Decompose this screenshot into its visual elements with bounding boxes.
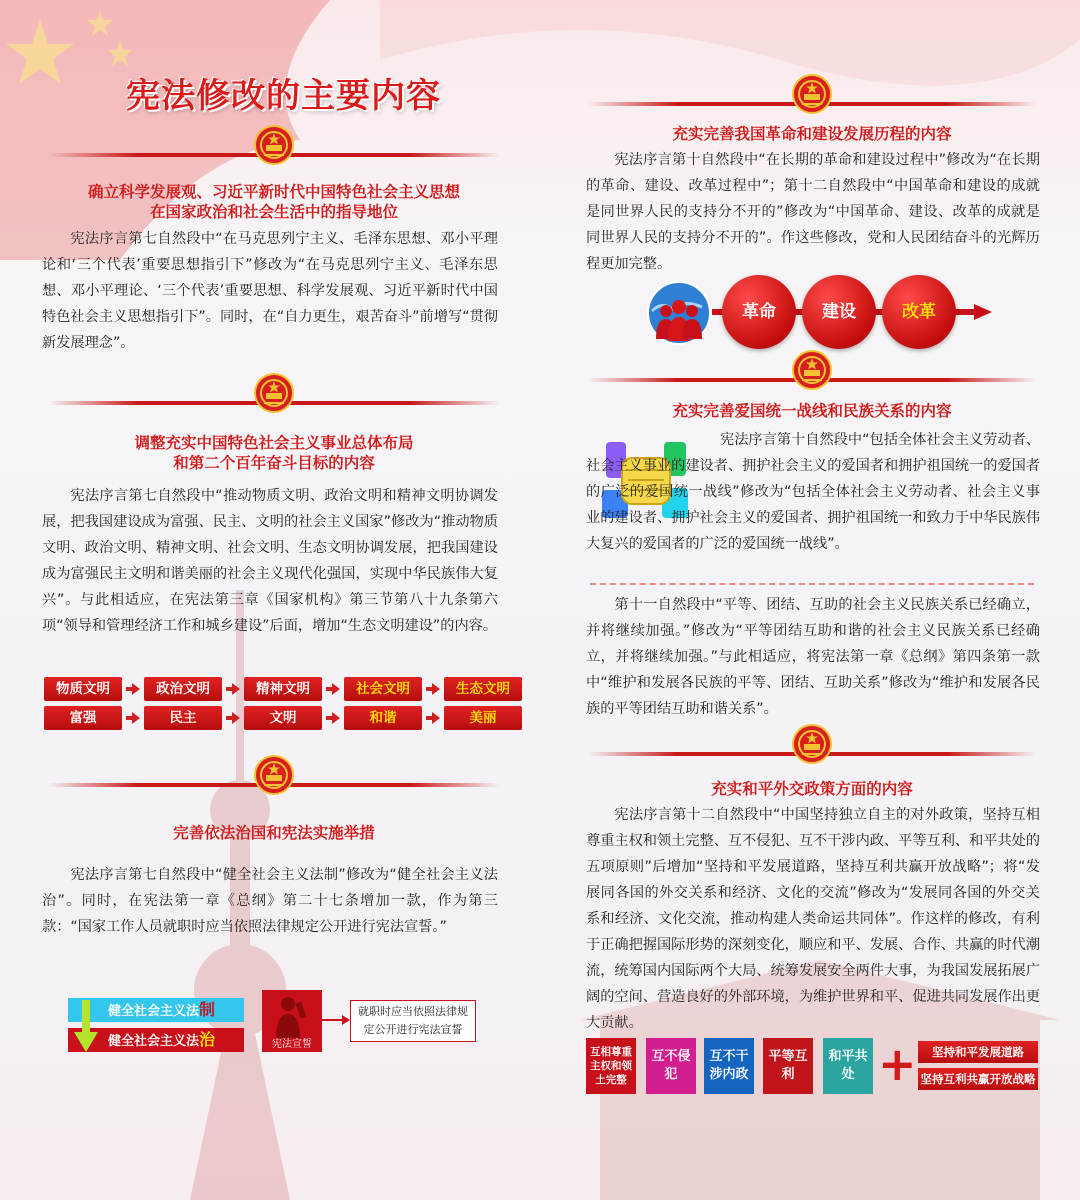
national-emblem-icon <box>792 74 832 114</box>
principle-box: 互不干涉内政 <box>704 1038 754 1094</box>
section-body: 宪法序言第十二自然段中“中国坚持独立自主的对外政策，坚持互相尊重主权和领土完整、互不侵犯、互不干涉内政、平等互利、和平共处的五项原则”后增加“坚持和平发展道路，坚持互利共赢开放战略”；将“发展同各国的外交关系和经济、文化的交流”修改为“发展同各国的外交关系和经济、文化交流，推动构建人类命运共同体”。作这样的修改，有利于正确把握国际形势的深刻变化，顺应和平、发展、合作、共赢的时代潮流，统筹国内国际两个大局、统筹发展安全两件大事，为我国发展拓展广阔的空间、营造良好的外部环境，为维护世界和平、促进共同发展作出更大贡献。 <box>586 807 1041 1031</box>
stage-circle: 建设 <box>802 275 876 349</box>
section-title: 调整充实中国特色社会主义事业总体布局 和第二个百年奋斗目标的内容 <box>134 434 414 472</box>
national-emblem-icon <box>792 350 832 390</box>
right-arrow-icon <box>226 706 240 730</box>
page-title: 宪法修改的主要内容 <box>126 76 441 116</box>
section-body: 宪法序言第十自然段中“包括全体社会主义劳动者、社会主义事业的建设者、拥护社会主义的爱国者和拥护祖国统一的爱国者的广泛的爱国统一战线”修改为“包括全体社会主义劳动者、社会主义事业的建设者、拥护社会主义的爱国者、拥护祖国统一和致力于中华民族伟大复兴的爱国者的广泛的爱国统一战线”。 <box>586 432 1041 552</box>
principle-box: 平等互利 <box>763 1038 813 1094</box>
section-divider <box>588 724 1036 784</box>
section-divider <box>48 125 500 185</box>
right-arrow-icon <box>326 706 340 730</box>
stage-circle: 革命 <box>722 275 796 349</box>
section-title: 充实完善我国革命和建设发展历程的内容 <box>672 125 952 143</box>
principle-box: 互相尊重主权和领土完整 <box>586 1038 636 1094</box>
flow-box: 政治文明 <box>144 677 222 701</box>
principle-box: 互不侵犯 <box>646 1038 696 1094</box>
national-emblem-icon <box>254 373 294 413</box>
national-emblem-icon <box>254 125 294 165</box>
flow-box: 美丽 <box>444 706 522 730</box>
right-arrow-icon <box>126 677 140 701</box>
addition-bar: 坚持和平发展道路 <box>918 1041 1038 1063</box>
right-arrow-icon <box>226 677 240 701</box>
section-body: 宪法序言第七自然段中“推动物质文明、政治文明和精神文明协调发展，把我国建设成为富强、民主、文明的社会主义国家”修改为“推动物质文明、政治文明、精神文明、社会文明、生态文明协调发展，把我国建设成为富强民主文明和谐美丽的社会主义现代化强国，实现中华民族伟大复兴”。与此相适应，在宪法第三章《国家机构》第三节第八十九条第六项“领导和管理经济工作和城乡建设”后面，增加“生态文明建设”的内容。 <box>42 488 498 634</box>
section-title: 充实和平外交政策方面的内容 <box>711 780 913 798</box>
plus-sign: + <box>878 1037 917 1091</box>
oath-note: 就职时应当依照法律规定公开进行宪法宣誓 <box>350 1000 476 1042</box>
section-title: 确立科学发展观、习近平新时代中国特色社会主义思想 在国家政治和社会生活中的指导地位 <box>87 183 460 221</box>
flow-box: 精神文明 <box>244 677 322 701</box>
right-arrow-icon <box>126 706 140 730</box>
oath-figure-icon <box>262 990 322 1040</box>
dashed-divider <box>590 583 1034 585</box>
section-body: 宪法序言第十自然段中“在长期的革命和建设过程中”修改为“在长期的革命、建设、改革过程中”；第十二自然段中“中国革命和建设的成就是同世界人民的支持分不开的”修改为“中国革命、建设、改革的成就是同世界人民的支持分不开的”。作这些修改，党和人民团结奋斗的光辉历程更加完整。 <box>586 152 1040 272</box>
flow-box: 生态文明 <box>444 677 522 701</box>
right-arrow-icon <box>326 677 340 701</box>
stage-circle: 改革 <box>882 275 956 349</box>
section-title: 完善依法治国和宪法实施举措 <box>173 824 375 842</box>
section-body: 宪法序言第七自然段中“在马克思列宁主义、毛泽东思想、邓小平理论和‘三个代表’重要思想指引下”修改为“在马克思列宁主义、毛泽东思想、邓小平理论、‘三个代表’重要思想、科学发展观、习近平新时代中国特色社会主义思想指引下”。同时，在“自力更生，艰苦奋斗”前增写“贯彻新发展理念”。 <box>42 231 498 351</box>
flow-box: 民主 <box>144 706 222 730</box>
national-emblem-icon <box>254 755 294 795</box>
connector-arrow <box>322 1012 350 1028</box>
flow-box: 社会文明 <box>344 677 422 701</box>
addition-bar: 坚持互利共赢开放战略 <box>918 1068 1038 1090</box>
principle-box: 和平共处 <box>823 1038 873 1094</box>
oath-label: 宪法宣誓 <box>262 1038 322 1052</box>
flow-box: 文明 <box>244 706 322 730</box>
section-body: 宪法序言第七自然段中“健全社会主义法制”修改为“健全社会主义法治”。同时，在宪法第一章《总纲》第二十七条增加一款，作为第三款：“国家工作人员就职时应当依照法律规定公开进行宪法宣誓。” <box>42 867 498 935</box>
people-globe-icon <box>642 281 716 345</box>
right-arrow-icon <box>426 677 440 701</box>
section-divider <box>48 755 500 815</box>
national-emblem-icon <box>792 724 832 764</box>
flow-row-top <box>44 677 522 701</box>
law-bar-top: 健全社会主义法制 <box>68 998 244 1022</box>
right-arrow-icon <box>426 706 440 730</box>
section-title: 充实完善爱国统一战线和民族关系的内容 <box>672 402 952 420</box>
law-bar-bottom: 健全社会主义法治 <box>68 1028 244 1052</box>
flow-box: 物质文明 <box>44 677 122 701</box>
down-arrow-icon <box>74 1000 98 1052</box>
flow-row-bottom <box>44 706 522 730</box>
flow-box: 富强 <box>44 706 122 730</box>
flow-box: 和谐 <box>344 706 422 730</box>
section-body: 第十一自然段中“平等、团结、互助的社会主义民族关系已经确立，并将继续加强。”修改为“平等团结互助和谐的社会主义民族关系已经确立，并将继续加强。”与此相适应，将宪法第一章《总纲》第四条第一款中“维护和发展各民族的平等、团结、互助关系”修改为“维护和发展各民族的平等团结互助和谐关系”。 <box>586 597 1040 717</box>
section-divider <box>48 373 500 433</box>
